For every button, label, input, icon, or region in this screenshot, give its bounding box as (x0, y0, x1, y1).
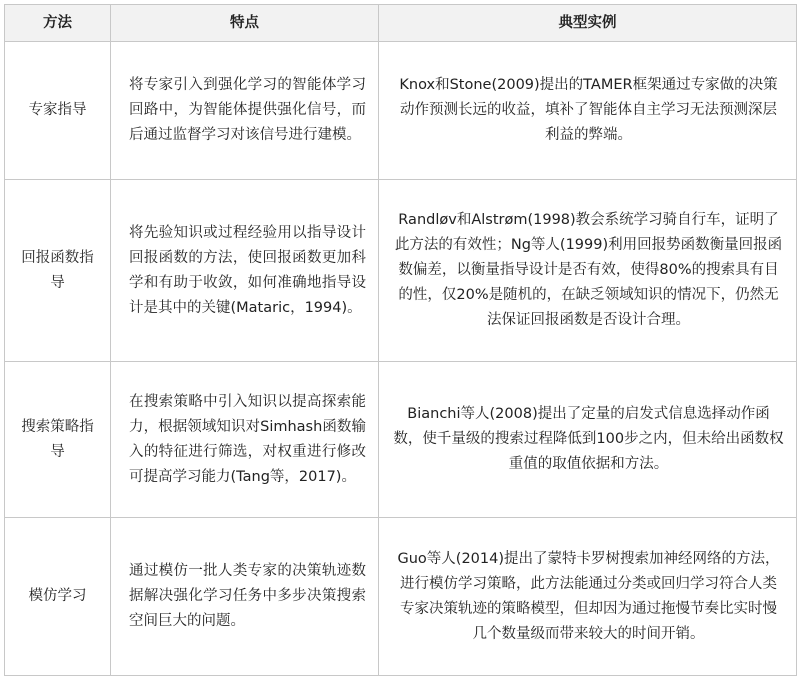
example-cell: Bianchi等人(2008)提出了定量的启发式信息选择动作函数，使千量级的搜索过程降低到100步之内，但未给出函数权重值的取值依据和方法。 (379, 362, 797, 518)
table-row (5, 362, 797, 518)
example-cell: Randløv和Alstrøm(1998)教会系统学习骑自行车，证明了此方法的有效性；Ng等人(1999)利用回报势函数衡量回报函数偏差，以衡量指导设计是否有效，使得80%的搜索具有目的性，仅20%是随机的，在缺乏领域知识的情况下，仍然无法保证回报函数是否设计合理。 (379, 180, 797, 362)
feature-cell: 通过模仿一批人类专家的决策轨迹数据解决强化学习任务中多步决策搜索空间巨大的问题。 (111, 518, 379, 676)
example-cell: Knox和Stone(2009)提出的TAMER框架通过专家做的决策动作预测长远的收益，填补了智能体自主学习无法预测深层利益的弊端。 (379, 42, 797, 180)
header-example: 典型实例 (379, 5, 797, 42)
header-feature: 特点 (111, 5, 379, 42)
method-cell: 搜索策略指导 (5, 362, 111, 518)
table-row (5, 180, 797, 362)
feature-cell: 将先验知识或过程经验用以指导设计回报函数的方法，使回报函数更加科学和有助于收敛，如何准确地指导设计是其中的关键(Mataric，1994)。 (111, 180, 379, 362)
table-header-row (5, 5, 797, 42)
table-row (5, 42, 797, 180)
table-row (5, 518, 797, 676)
method-cell: 模仿学习 (5, 518, 111, 676)
method-cell: 回报函数指导 (5, 180, 111, 362)
header-method: 方法 (5, 5, 111, 42)
feature-cell: 将专家引入到强化学习的智能体学习回路中，为智能体提供强化信号，而后通过监督学习对该信号进行建模。 (111, 42, 379, 180)
method-cell: 专家指导 (5, 42, 111, 180)
feature-cell: 在搜索策略中引入知识以提高探索能力，根据领域知识对Simhash函数输入的特征进行筛选，对权重进行修改可提高学习能力(Tang等，2017)。 (111, 362, 379, 518)
example-cell: Guo等人(2014)提出了蒙特卡罗树搜索加神经网络的方法，进行模仿学习策略，此方法能通过分类或回归学习符合人类专家决策轨迹的策略模型，但却因为通过拖慢节奏比实时慢几个数量级而带来较大的时间开销。 (379, 518, 797, 676)
method-comparison-table (4, 4, 797, 676)
